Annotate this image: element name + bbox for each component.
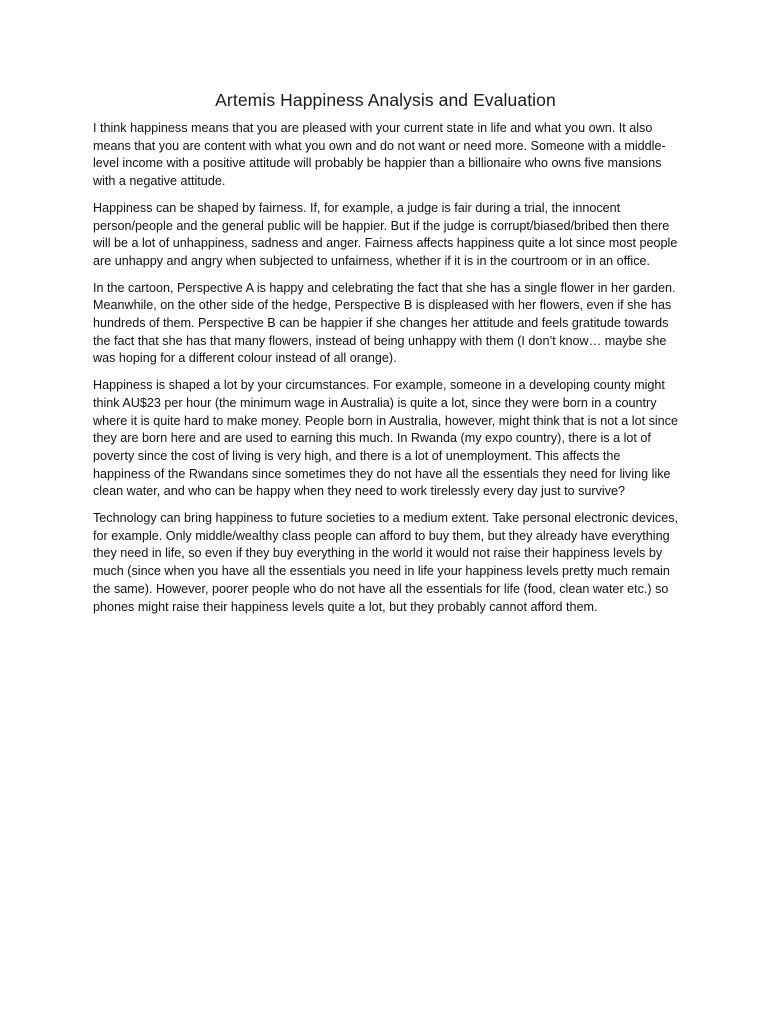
paragraph-definition: I think happiness means that you are pleased with your current state in life and what you own. It also means that you are content with what you own and do not want or need more. Someone with a middle-level income with a positive attitude will probably be happier than a billionaire who owns five mansions with a negative attitude. [93, 121, 666, 189]
paragraph-technology: Technology can bring happiness to future societies to a medium extent. Take personal electronic devices, for example. Only middle/wealthy class people can afford to buy them, but they already have everything they need in life, so even if they buy everything in the world it would not raise their happiness levels by much (since when you have all the essentials you need in life your happiness levels pretty much remain the same). However, poorer people who do not have all the essentials for life (food, clean water etc.) so phones might raise their happiness levels quite a lot, but they probably cannot afford them. [93, 511, 679, 614]
paragraph-fairness: Happiness can be shaped by fairness. If, for example, a judge is fair during a trial, the innocent person/people and the general public will be happier. But if the judge is corrupt/biased/bribed then there will be a lot of unhappiness, sadness and anger. Fairness affects happiness quite a lot since most people are unhappy and angry when subjected to unfairness, whether if it is in the courtroom or in an office. [93, 200, 678, 268]
paragraph-cartoon: In the cartoon, Perspective A is happy and celebrating the fact that she has a single flower in her garden. Meanwhile, on the other side of the hedge, Perspective B is displeased with her flowers, even if she has hundreds of them. Perspective B can be happier if she changes her attitude and feels gratitude towards the fact that she has that many flowers, instead of being unhappy with them (I don’t know… maybe she was hoping for a different colour instead of all orange). [93, 280, 676, 366]
document-body [93, 88, 678, 625]
paragraph-circumstances: Happiness is shaped a lot by your circumstances. For example, someone in a developing county might think AU$23 per hour (the minimum wage in Australia) is quite a lot, since they were born in a country where it is quite hard to make money. People born in Australia, however, might think that is not a lot since they are born here and are used to earning this much. In Rwanda (my expo country), there is a lot of poverty since the cost of living is very high, and there is a lot of unemployment. This affects the happiness of the Rwandans since sometimes they do not have all the essentials they need for living like clean water, and who can be happy when they need to work tirelessly every day just to survive? [93, 378, 678, 499]
document-title: Artemis Happiness Analysis and Evaluation [215, 90, 556, 110]
